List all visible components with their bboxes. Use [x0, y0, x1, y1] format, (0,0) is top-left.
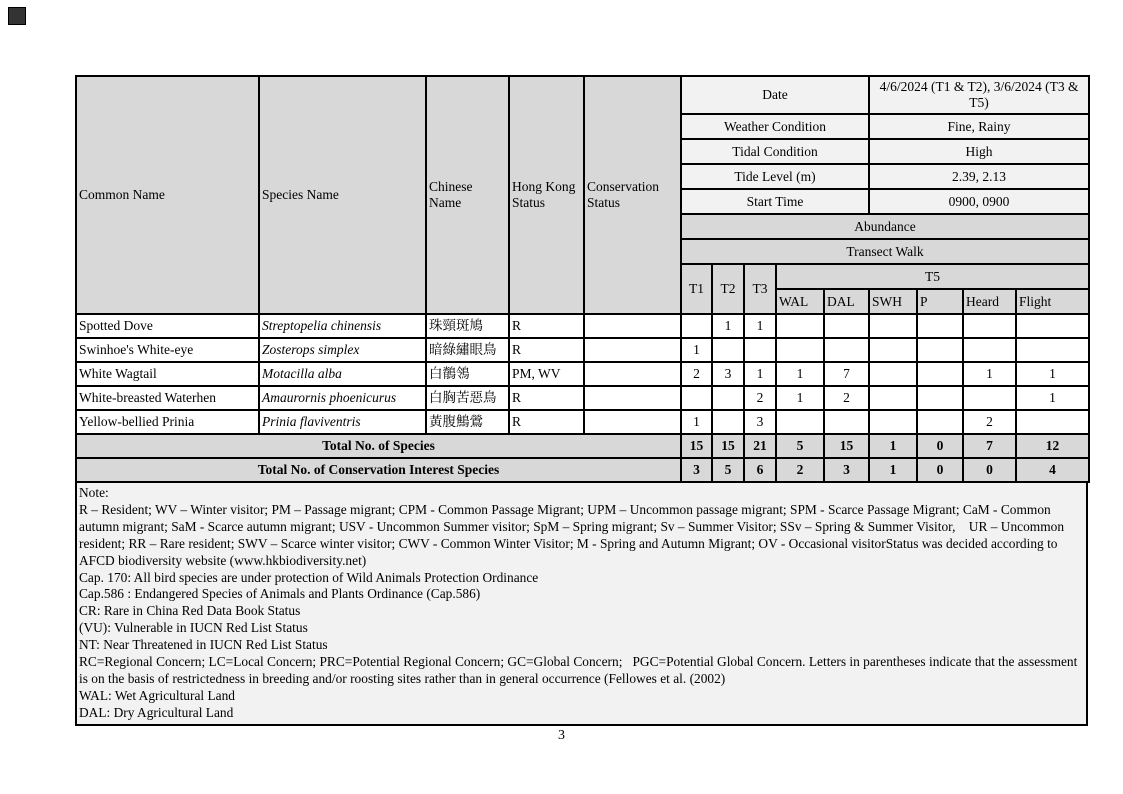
column-header-flight: Flight [1016, 289, 1089, 314]
note-dal: DAL: Dry Agricultural Land [79, 704, 234, 720]
total-p: 0 [917, 434, 963, 458]
weather-condition-label: Weather Condition [681, 114, 869, 139]
total-flight: 12 [1016, 434, 1089, 458]
count-cell-flight: 1 [1016, 362, 1089, 386]
tidal-condition-label: Tidal Condition [681, 139, 869, 164]
count-cell-t1 [681, 386, 712, 410]
chinese-name-cell: 暗綠繡眼鳥 [426, 338, 509, 362]
species-name-cell: Prinia flaviventris [259, 410, 426, 434]
note-cap586: Cap.586 : Endangered Species of Animals and Plants Ordinance (Cap.586) [79, 586, 481, 602]
count-cell-flight [1016, 338, 1089, 362]
count-cell-swh [869, 386, 917, 410]
species-name-cell: Streptopelia chinensis [259, 314, 426, 338]
chinese-name-cell: 白胸苦惡鳥 [426, 386, 509, 410]
count-cell-dal [824, 338, 869, 362]
column-header-wal: WAL [776, 289, 824, 314]
count-cell-t2: 1 [712, 314, 744, 338]
count-cell-t3: 2 [744, 386, 776, 410]
document-body [75, 75, 1088, 726]
total-ci-wal: 2 [776, 458, 824, 482]
hk-status-cell: R [509, 338, 584, 362]
count-cell-t1: 1 [681, 410, 712, 434]
note-cr: CR: Rare in China Red Data Book Status [79, 603, 301, 619]
total-ci-t1: 3 [681, 458, 712, 482]
column-header-chinese-name: Chinese Name [426, 76, 509, 314]
total-ci-p: 0 [917, 458, 963, 482]
start-time-value: 0900, 0900 [869, 189, 1089, 214]
abundance-header: Abundance [681, 214, 1089, 239]
total-dal: 15 [824, 434, 869, 458]
totals-species-label: Total No. of Species [76, 434, 681, 458]
column-header-t5: T5 [776, 264, 1089, 289]
total-swh: 1 [869, 434, 917, 458]
object-anchor-square [8, 7, 26, 25]
common-name-cell: Swinhoe's White-eye [76, 338, 259, 362]
count-cell-swh [869, 338, 917, 362]
count-cell-t1 [681, 314, 712, 338]
notes-section [75, 481, 1088, 726]
count-cell-t3: 1 [744, 362, 776, 386]
count-cell-t3: 1 [744, 314, 776, 338]
total-wal: 5 [776, 434, 824, 458]
count-cell-heard [963, 314, 1016, 338]
note-concern-legend: RC=Regional Concern; LC=Local Concern; PRC=Potential Regional Concern; GC=Global Concern; PGC=Potential Global Concern. Letters in parentheses indicate that the assessment is on the basis of restrictedness in breeding and/or roosting sites rather than in general occurrence (Fellowes et al. (2002) [79, 654, 1081, 686]
column-header-conservation-status: Conservation Status [584, 76, 681, 314]
total-t3: 21 [744, 434, 776, 458]
transect-walk-header: Transect Walk [681, 239, 1089, 264]
count-cell-t1: 1 [681, 338, 712, 362]
conservation-status-cell [584, 386, 681, 410]
table-row [76, 314, 1089, 338]
date-label: Date [681, 76, 869, 114]
count-cell-t2 [712, 386, 744, 410]
totals-row-species [76, 434, 1089, 458]
count-cell-wal [776, 410, 824, 434]
tide-level-value: 2.39, 2.13 [869, 164, 1089, 189]
common-name-cell: Spotted Dove [76, 314, 259, 338]
count-cell-heard [963, 386, 1016, 410]
hk-status-cell: PM, WV [509, 362, 584, 386]
table-row [76, 386, 1089, 410]
total-ci-flight: 4 [1016, 458, 1089, 482]
count-cell-wal [776, 338, 824, 362]
total-ci-dal: 3 [824, 458, 869, 482]
note-status-legend: R – Resident; WV – Winter visitor; PM – Passage migrant; CPM - Common Passage Migrant; UPM – Uncommon passage migrant; SPM - Scarce Passage Migrant; CaM - Common autumn migrant; SaM - Scarce autumn migrant; USV - Uncommon Summer visitor; SpM – Spring migrant; Sv – Summer Visitor; SSv – Spring & Summer Visitor, UR – Uncommon resident; RR – Rare resident; SWV – Scarce winter visitor; CWV - Common Winter Visitor; M - Spring and Autumn Migrant; OV - Occasional visitorStatus was decided according to AFCD biodiversity website (www.hkbiodiversity.net) [79, 501, 1068, 568]
common-name-cell: White-breasted Waterhen [76, 386, 259, 410]
chinese-name-cell: 白鶺鴒 [426, 362, 509, 386]
total-ci-t2: 5 [712, 458, 744, 482]
conservation-status-cell [584, 314, 681, 338]
species-name-cell: Amaurornis phoenicurus [259, 386, 426, 410]
weather-condition-value: Fine, Rainy [869, 114, 1089, 139]
page-number: 3 [558, 728, 565, 743]
count-cell-t1: 2 [681, 362, 712, 386]
column-header-species-name: Species Name [259, 76, 426, 314]
count-cell-swh [869, 314, 917, 338]
chinese-name-cell: 黃腹鷦鶯 [426, 410, 509, 434]
count-cell-t2: 3 [712, 362, 744, 386]
total-ci-t3: 6 [744, 458, 776, 482]
column-header-t3: T3 [744, 264, 776, 314]
table-row [76, 338, 1089, 362]
total-ci-heard: 0 [963, 458, 1016, 482]
count-cell-swh [869, 362, 917, 386]
count-cell-p [917, 362, 963, 386]
column-header-t2: T2 [712, 264, 744, 314]
bird-survey-table [75, 75, 1090, 483]
count-cell-t3 [744, 338, 776, 362]
count-cell-t3: 3 [744, 410, 776, 434]
hk-status-cell: R [509, 386, 584, 410]
start-time-label: Start Time [681, 189, 869, 214]
count-cell-flight [1016, 410, 1089, 434]
count-cell-dal [824, 314, 869, 338]
totals-conservation-label: Total No. of Conservation Interest Species [76, 458, 681, 482]
table-row [76, 362, 1089, 386]
note-nt: NT: Near Threatened in IUCN Red List Status [79, 637, 328, 653]
count-cell-heard [963, 338, 1016, 362]
count-cell-flight: 1 [1016, 386, 1089, 410]
note-cap170: Cap. 170: All bird species are under protection of Wild Animals Protection Ordinance [79, 569, 539, 585]
count-cell-flight [1016, 314, 1089, 338]
conservation-status-cell [584, 362, 681, 386]
count-cell-dal: 7 [824, 362, 869, 386]
count-cell-swh [869, 410, 917, 434]
total-ci-swh: 1 [869, 458, 917, 482]
column-header-p: P [917, 289, 963, 314]
species-name-cell: Motacilla alba [259, 362, 426, 386]
count-cell-t2 [712, 410, 744, 434]
count-cell-wal [776, 314, 824, 338]
common-name-cell: Yellow-bellied Prinia [76, 410, 259, 434]
column-header-common-name: Common Name [76, 76, 259, 314]
chinese-name-cell: 珠頸斑鳩 [426, 314, 509, 338]
common-name-cell: White Wagtail [76, 362, 259, 386]
count-cell-p [917, 338, 963, 362]
count-cell-wal: 1 [776, 386, 824, 410]
totals-row-conservation [76, 458, 1089, 482]
count-cell-p [917, 314, 963, 338]
count-cell-wal: 1 [776, 362, 824, 386]
count-cell-heard: 2 [963, 410, 1016, 434]
total-t2: 15 [712, 434, 744, 458]
hk-status-cell: R [509, 314, 584, 338]
note-title: Note: [79, 485, 109, 500]
total-heard: 7 [963, 434, 1016, 458]
column-header-hong-kong-status: Hong Kong Status [509, 76, 584, 314]
note-vu: (VU): Vulnerable in IUCN Red List Status [79, 620, 308, 636]
table-row [76, 410, 1089, 434]
count-cell-dal [824, 410, 869, 434]
column-header-dal: DAL [824, 289, 869, 314]
conservation-status-cell [584, 410, 681, 434]
tidal-condition-value: High [869, 139, 1089, 164]
count-cell-p [917, 386, 963, 410]
note-wal: WAL: Wet Agricultural Land [79, 687, 235, 703]
count-cell-dal: 2 [824, 386, 869, 410]
total-t1: 15 [681, 434, 712, 458]
conservation-status-cell [584, 338, 681, 362]
count-cell-t2 [712, 338, 744, 362]
column-header-t1: T1 [681, 264, 712, 314]
column-header-swh: SWH [869, 289, 917, 314]
species-name-cell: Zosterops simplex [259, 338, 426, 362]
column-header-heard: Heard [963, 289, 1016, 314]
count-cell-heard: 1 [963, 362, 1016, 386]
hk-status-cell: R [509, 410, 584, 434]
count-cell-p [917, 410, 963, 434]
tide-level-label: Tide Level (m) [681, 164, 869, 189]
date-value: 4/6/2024 (T1 & T2), 3/6/2024 (T3 & T5) [869, 76, 1089, 114]
